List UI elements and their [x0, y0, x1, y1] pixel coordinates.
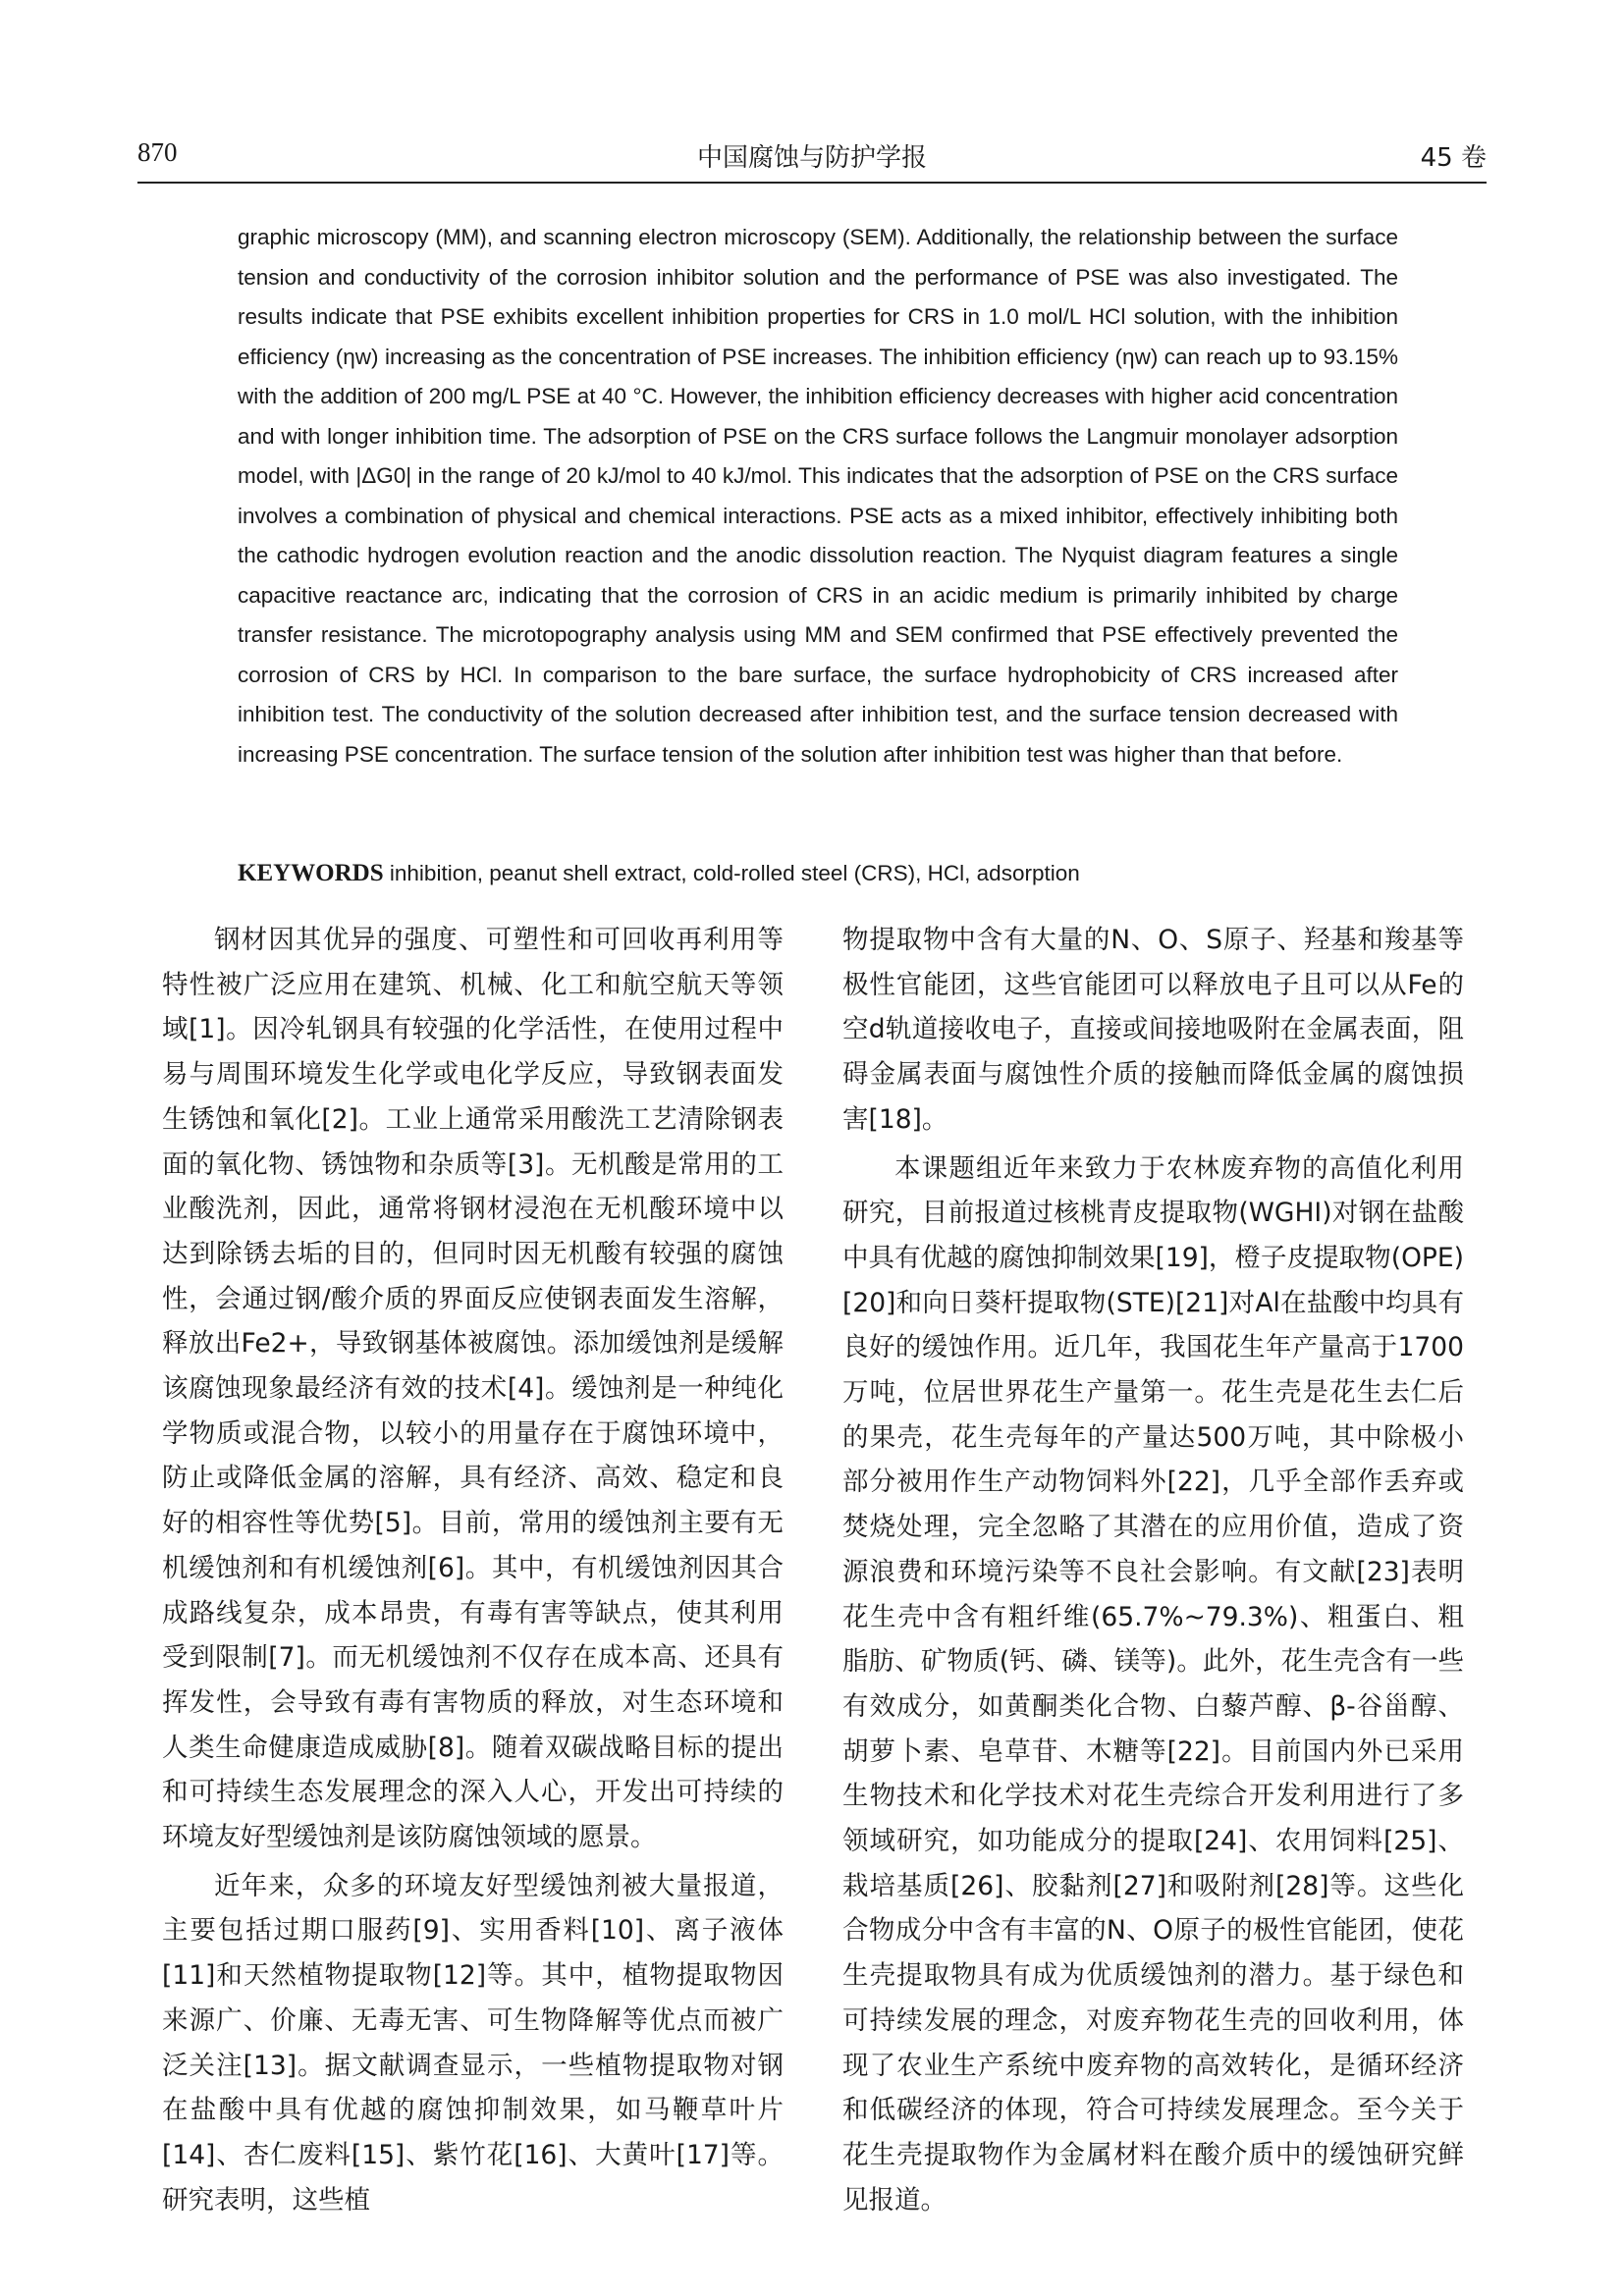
- body-column-right: [842, 918, 1464, 2222]
- body-paragraph: 近年来，众多的环境友好型缓蚀剂被大量报道，主要包括过期口服药[9]、实用香料[10]、离子液体[11]和天然植物提取物[12]等。其中，植物提取物因来源广、价廉、无毒无害、可生物降解等优点而被广泛关注[13]。据文献调查显示，一些植物提取物对钢在盐酸中具有优越的腐蚀抑制效果，如马鞭草叶片[14]、杏仁废料[15]、紫竹花[16]、大黄叶[17]等。研究表明，这些植: [162, 1870, 784, 2216]
- header-rule: [137, 182, 1487, 184]
- page-number: 870: [137, 137, 178, 167]
- keywords-line: [238, 854, 1398, 893]
- body-paragraph: 物提取物中含有大量的N、O、S原子、羟基和羧基等极性官能团，这些官能团可以释放电子且可以从Fe的空d轨道接收电子，直接或间接地吸附在金属表面，阻碍金属表面与腐蚀性介质的接触而降低金属的腐蚀损害[18]。: [842, 925, 1464, 1135]
- abstract-text: graphic microscopy (MM), and scanning electron microscopy (SEM). Additionally, the relationship between the surface tension and conductivity of the corrosion inhibitor solution and the performance of PSE was also investigated. The results indicate that PSE exhibits excellent inhibition properties for CRS in 1.0 mol/L HCl solution, with the inhibition efficiency (ηw) increasing as the concentration of PSE increases. The inhibition efficiency (ηw) can reach up to 93.15% with the addition of 200 mg/L PSE at 40 °C. However, the inhibition efficiency decreases with higher acid concentration and with longer inhibition time. The adsorption of PSE on the CRS surface follows the Langmuir monolayer adsorption model, with |ΔG0| in the range of 20 kJ/mol to 40 kJ/mol. This indicates that the adsorption of PSE on the CRS surface involves a combination of physical and chemical interactions. PSE acts as a mixed inhibitor, effectively inhibiting both the cathodic hydrogen evolution reaction and the anodic dissolution reaction. The Nyquist diagram features a single capacitive reactance arc, indicating that the corrosion of CRS in an acidic medium is primarily inhibited by charge transfer resistance. The microtopography analysis using MM and SEM confirmed that PSE effectively prevented the corrosion of CRS by HCl. In comparison to the bare surface, the surface hydrophobicity of CRS increased after inhibition test. The conductivity of the solution decreased after inhibition test, and the surface tension decreased with increasing PSE concentration. The surface tension of the solution after inhibition test was higher than that before.: [238, 225, 1398, 767]
- volume-label: 45 卷: [1420, 143, 1487, 173]
- body-paragraph: 钢材因其优异的强度、可塑性和可回收再利用等特性被广泛应用在建筑、机械、化工和航空航天等领域[1]。因冷轧钢具有较强的化学活性，在使用过程中易与周围环境发生化学或电化学反应，导致钢表面发生锈蚀和氧化[2]。工业上通常采用酸洗工艺清除钢表面的氧化物、锈蚀物和杂质等[3]。无机酸是常用的工业酸洗剂，因此，通常将钢材浸泡在无机酸环境中以达到除锈去垢的目的，但同时因无机酸有较强的腐蚀性，会通过钢/酸介质的界面反应使钢表面发生溶解，释放出Fe2+，导致钢基体被腐蚀。添加缓蚀剂是缓解该腐蚀现象最经济有效的技术[4]。缓蚀剂是一种纯化学物质或混合物，以较小的用量存在于腐蚀环境中，防止或降低金属的溶解，具有经济、高效、稳定和良好的相容性等优势[5]。目前，常用的缓蚀剂主要有无机缓蚀剂和有机缓蚀剂[6]。其中，有机缓蚀剂因其合成路线复杂，成本昂贵，有毒有害等缺点，使其利用受到限制[7]。而无机缓蚀剂不仅存在成本高、还具有挥发性，会导致有毒有害物质的释放，对生态环境和人类生命健康造成威胁[8]。随着双碳战略目标的提出和可持续生态发展理念的深入人心，开发出可持续的环境友好型缓蚀剂是该防腐蚀领域的愿景。: [162, 925, 784, 1853]
- body-column-left: [162, 918, 784, 2222]
- english-abstract: [238, 218, 1398, 774]
- running-header: [137, 130, 1487, 175]
- keywords-label: KEYWORDS: [238, 860, 384, 886]
- body-paragraph: 本课题组近年来致力于农林废弃物的高值化利用研究，目前报道过核桃青皮提取物(WGHI)对钢在盐酸中具有优越的腐蚀抑制效果[19]，橙子皮提取物(OPE)[20]和向日葵杆提取物(STE)[21]对Al在盐酸中均具有良好的缓蚀作用。近几年，我国花生年产量高于1700万吨，位居世界花生产量第一。花生壳是花生去仁后的果壳，花生壳每年的产量达500万吨，其中除极小部分被用作生产动物饲料外[22]，几乎全部作丢弃或焚烧处理，完全忽略了其潜在的应用价值，造成了资源浪费和环境污染等不良社会影响。有文献[23]表明花生壳中含有粗纤维(65.7%~79.3%)、粗蛋白、粗脂肪、矿物质(钙、磷、镁等)。此外，花生壳含有一些有效成分，如黄酮类化合物、白藜芦醇、β-谷甾醇、胡萝卜素、皂草苷、木糖等[22]。目前国内外已采用生物技术和化学技术对花生壳综合开发利用进行了多领域研究，如功能成分的提取[24]、农用饲料[25]、栽培基质[26]、胶黏剂[27]和吸附剂[28]等。这些化合物成分中含有丰富的N、O原子的极性官能团，使花生壳提取物具有成为优质缓蚀剂的潜力。基于绿色和可持续发展的理念，对废弃物花生壳的回收利用，体现了农业生产系统中废弃物的高效转化，是循环经济和低碳经济的体现，符合可持续发展理念。至今关于花生壳提取物作为金属材料在酸介质中的缓蚀研究鲜见报道。: [842, 1152, 1464, 2216]
- journal-title: 中国腐蚀与防护学报: [696, 143, 927, 173]
- keywords-text: inhibition, peanut shell extract, cold-rolled steel (CRS), HCl, adsorption: [389, 861, 1080, 885]
